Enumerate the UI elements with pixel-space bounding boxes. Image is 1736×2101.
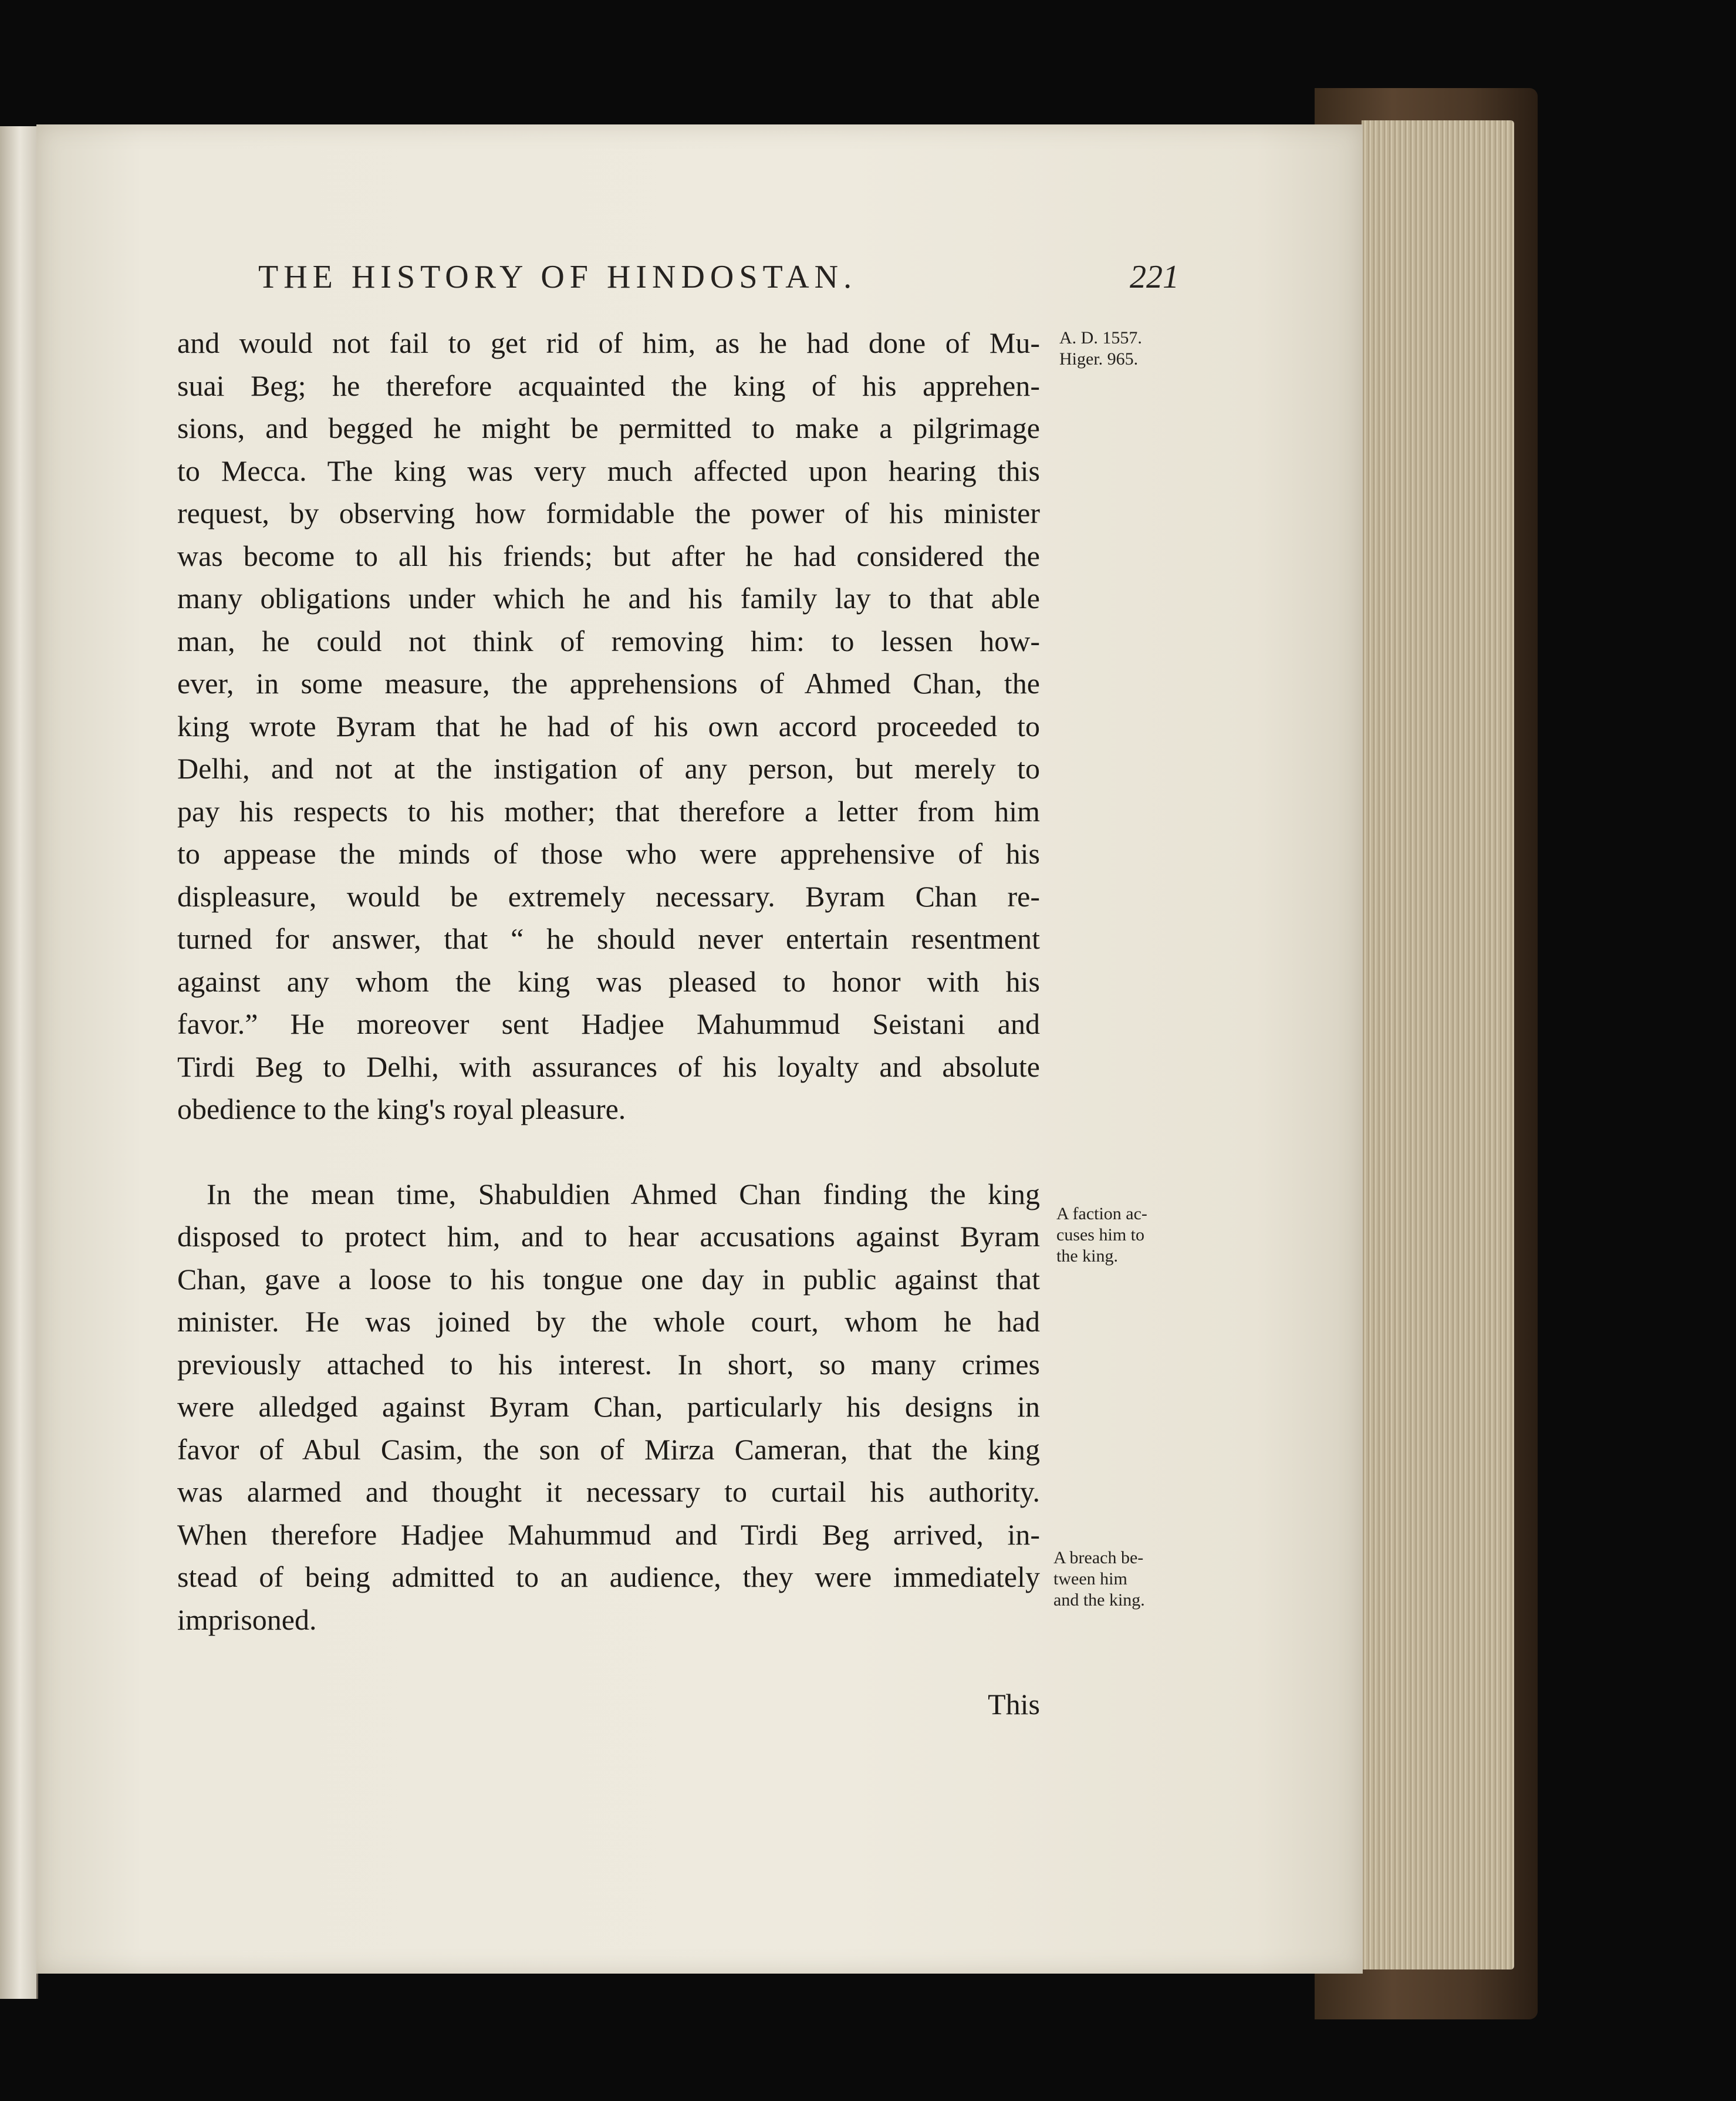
- margin-note-line: A breach be-: [1053, 1548, 1144, 1567]
- text-line: suai Beg; he therefore acquainted the king of his apprehen-: [177, 369, 1040, 402]
- text-line: against any whom the king was pleased to honor with his: [177, 964, 1040, 998]
- text-line: was become to all his friends; but after he had considered the: [177, 539, 1040, 572]
- page-number: 221: [1130, 259, 1179, 295]
- running-head: [0, 258, 1736, 299]
- text-line: turned for answer, that “ he should never entertain resentment: [177, 922, 1040, 955]
- margin-note-date: [1059, 328, 1200, 370]
- text-line: request, by observing how formidable the power of his minister: [177, 497, 1040, 530]
- text-line: and would not fail to get rid of him, as he had done of Mu-: [177, 326, 1040, 359]
- page-title: THE HISTORY OF HINDOSTAN.: [258, 259, 857, 295]
- text-line: disposed to protect him, and to hear accusations against Byram: [177, 1220, 1040, 1253]
- text-line: Delhi, and not at the instigation of any person, but merely to: [177, 752, 1040, 785]
- text-line: imprisoned.: [177, 1603, 317, 1636]
- text-line: were alledged against Byram Chan, particularly his designs in: [177, 1390, 1040, 1423]
- text-line: In the mean time, Shabuldien Ahmed Chan finding the king: [207, 1177, 1040, 1210]
- text-line: to appease the minds of those who were apprehensive of his: [177, 837, 1040, 870]
- margin-note-faction: [1056, 1203, 1197, 1267]
- paragraph-gap: [177, 1131, 1040, 1173]
- text-line: Tirdi Beg to Delhi, with assurances of his loyalty and absolute: [177, 1050, 1040, 1083]
- margin-note-line: A faction ac-: [1056, 1204, 1147, 1223]
- text-line: man, he could not think of removing him: to lessen how-: [177, 624, 1040, 657]
- margin-note-line: and the king.: [1053, 1590, 1145, 1610]
- text-line: When therefore Hadjee Mahummud and Tirdi Beg arrived, in-: [177, 1517, 1040, 1551]
- paragraph-gap: [177, 1641, 1040, 1683]
- margin-note-line: the king.: [1056, 1246, 1118, 1266]
- text-line: ever, in some measure, the apprehensions of Ahmed Chan, the: [177, 667, 1040, 700]
- text-line: minister. He was joined by the whole court, whom he had: [177, 1305, 1040, 1338]
- text-line: to Mecca. The king was very much affected upon hearing this: [177, 454, 1040, 487]
- facing-page-edge: [0, 126, 38, 1999]
- text-line: favor.” He moreover sent Hadjee Mahummud Seistani and: [177, 1007, 1040, 1040]
- text-line: sions, and begged he might be permitted to make a pilgrimage: [177, 412, 1040, 444]
- text-line: previously attached to his interest. In short, so many crimes: [177, 1347, 1040, 1381]
- text-line: displeasure, would be extremely necessary. Byram Chan re-: [177, 879, 1040, 913]
- text-line: favor of Abul Casim, the son of Mirza Cameran, that the king: [177, 1432, 1040, 1466]
- text-line: king wrote Byram that he had of his own accord proceeded to: [177, 709, 1040, 743]
- margin-note-line: tween him: [1053, 1569, 1127, 1589]
- text-line: pay his respects to his mother; that therefore a letter from him: [177, 794, 1040, 828]
- paragraph-2: [177, 1173, 1040, 1641]
- text-line: was alarmed and thought it necessary to curtail his authority.: [177, 1475, 1040, 1508]
- margin-note-line: Higer. 965.: [1059, 349, 1139, 369]
- catchword: This: [988, 1688, 1040, 1721]
- page-edges: [1362, 120, 1514, 1970]
- text-line: obedience to the king's royal pleasure.: [177, 1092, 626, 1125]
- body-text: [177, 322, 1040, 1726]
- margin-note-line: A. D. 1557.: [1059, 328, 1142, 348]
- text-line: stead of being admitted to an audience, they were immediately: [177, 1560, 1040, 1593]
- paragraph-1: [177, 322, 1040, 1131]
- text-line: many obligations under which he and his family lay to that able: [177, 582, 1040, 615]
- margin-note-line: cuses him to: [1056, 1225, 1144, 1245]
- text-line: Chan, gave a loose to his tongue one day in public against that: [177, 1262, 1040, 1296]
- margin-note-breach: [1053, 1547, 1194, 1611]
